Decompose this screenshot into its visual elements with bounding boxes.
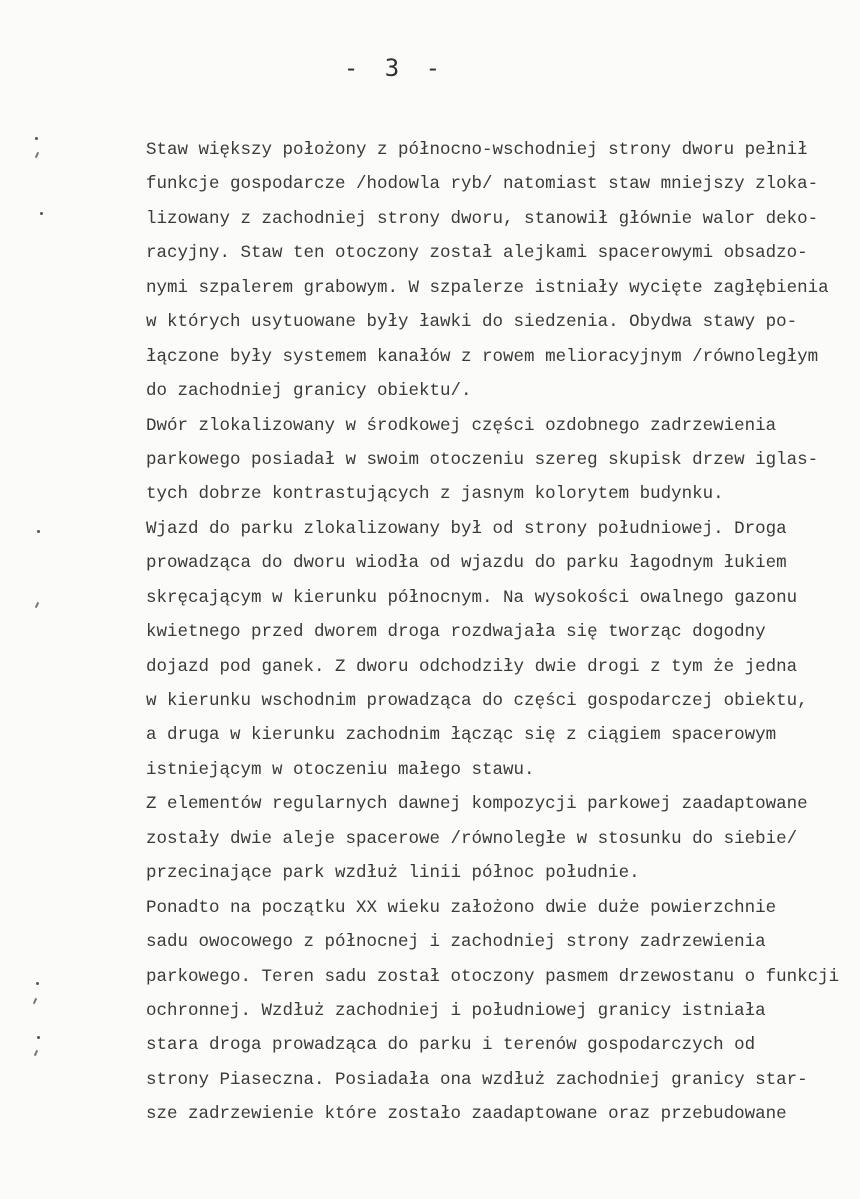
margin-dot xyxy=(37,530,40,533)
text-line: przecinające park wzdłuż linii północ południe. xyxy=(146,863,640,884)
text-line: stara droga prowadząca do parku i terenów gospodarczych od xyxy=(146,1035,756,1056)
text-line: tych dobrze kontrastujących z jasnym kolorytem budynku. xyxy=(146,484,724,505)
text-line: parkowego. Teren sadu został otoczony pasmem drzewostanu o funkcji xyxy=(146,966,840,987)
margin-dot xyxy=(36,982,39,985)
text-line: istniejącym w otoczeniu małego stawu. xyxy=(146,759,535,780)
text-line: w których usytuowane były ławki do siedzenia. Obydwa stawy po- xyxy=(146,312,798,333)
text-line: Wjazd do parku zlokalizowany był od strony południowej. Droga xyxy=(146,518,787,539)
margin-tick xyxy=(33,998,37,1004)
text-line: ochronnej. Wzdłuż zachodniej i południowej granicy istniała xyxy=(146,1000,766,1021)
page-number: - 3 - xyxy=(343,54,447,82)
text-line: dojazd pod ganek. Z dworu odchodziły dwie drogi z tym że jedna xyxy=(146,656,798,677)
text-line: zostały dwie aleje spacerowe /równoległe w stosunku do siebie/ xyxy=(146,828,798,849)
text-line: kwietnego przed dworem droga rozdwajała się tworząc dogodny xyxy=(146,622,766,643)
text-line: nymi szpalerem grabowym. W szpalerze istniały wycięte zagłębienia xyxy=(146,277,829,298)
text-line: prowadząca do dworu wiodła od wjazdu do parku łagodnym łukiem xyxy=(146,553,787,574)
text-line: skręcającym w kierunku północnym. Na wysokości owalnego gazonu xyxy=(146,587,798,608)
text-line: Dwór zlokalizowany w środkowej części ozdobnego zadrzewienia xyxy=(146,415,777,436)
margin-tick xyxy=(35,602,39,608)
text-line: racyjny. Staw ten otoczony został alejkami spacerowymi obsadzo- xyxy=(146,243,808,264)
text-line: do zachodniej granicy obiektu/. xyxy=(146,381,472,402)
text-line: funkcje gospodarcze /hodowla ryb/ natomiast staw mniejszy zloka- xyxy=(146,174,819,195)
margin-dot xyxy=(37,1036,40,1039)
text-line: lizowany z zachodniej strony dworu, stanowił głównie walor deko- xyxy=(146,208,819,229)
text-line: Ponadto na początku XX wieku założono dwie duże powierzchnie xyxy=(146,897,777,918)
text-line: w kierunku wschodnim prowadząca do części gospodarczej obiektu, xyxy=(146,691,808,711)
text-line: a druga w kierunku zachodnim łącząc się z ciągiem spacerowym xyxy=(146,725,777,746)
margin-tick xyxy=(34,1050,38,1056)
margin-dot xyxy=(40,212,43,215)
text-line: strony Piaseczna. Posiadała ona wzdłuż zachodniej granicy star- xyxy=(146,1069,808,1090)
text-line: łączone były systemem kanałów z rowem melioracyjnym /równoległym xyxy=(146,346,819,367)
text-line: Staw większy położony z północno-wschodniej strony dworu pełnił xyxy=(146,140,808,160)
text-line: Z elementów regularnych dawnej kompozycji parkowej zaadaptowane xyxy=(146,794,808,815)
text-line: parkowego posiadał w swoim otoczeniu szereg skupisk drzew iglas- xyxy=(146,449,819,470)
body-text xyxy=(146,133,846,1132)
text-line: sadu owocowego z północnej i zachodniej strony zadrzewienia xyxy=(146,932,766,953)
margin-tick xyxy=(35,152,39,158)
text-line: sze zadrzewienie które zostało zaadaptowane oraz przebudowane xyxy=(146,1104,787,1125)
margin-dot xyxy=(35,137,38,140)
